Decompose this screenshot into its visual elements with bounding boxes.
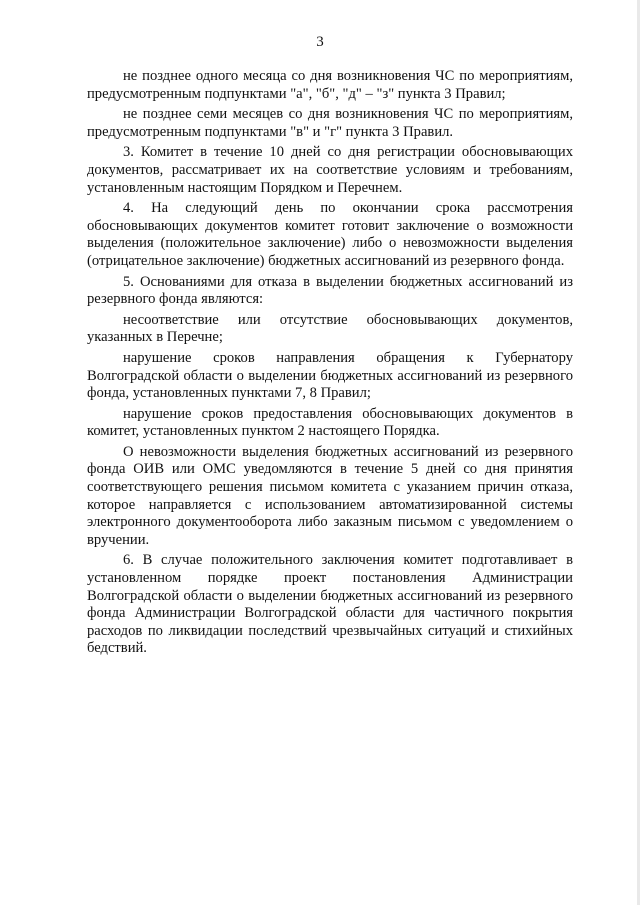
- paragraph-refusal-reason-documents: несоответствие или отсутствие обосновывающих документов, указанных в Перечне;: [87, 311, 573, 346]
- paragraph-deadline-seven-months: не позднее семи месяцев со дня возникновения ЧС по мероприятиям, предусмотренным подпунктами "в" и "г" пункта 3 Правил.: [87, 106, 573, 140]
- document-body: [87, 68, 573, 658]
- paragraph-refusal-notification: О невозможности выделения бюджетных ассигнований из резервного фонда ОИВ или ОМС уведомляются в течение 5 дней со дня принятия соответствующего решения письмом комитета с указанием причин отказа, которое направляется с использованием автоматизированной системы электронного документооборота либо заказным письмом с уведомлением о вручении.: [87, 443, 573, 548]
- page-number: 3: [316, 34, 324, 50]
- paragraph-item-3: 3. Комитет в течение 10 дней со дня регистрации обосновывающих документов, рассматривает их на соответствие условиям и требованиям, установленным настоящим Порядком и Перечнем.: [87, 144, 573, 196]
- paragraph-refusal-reason-documents-deadline: нарушение сроков предоставления обосновывающих документов в комитет, установленных пунктом 2 настоящего Порядка.: [87, 405, 573, 440]
- paragraph-refusal-reason-request-deadline: нарушение сроков направления обращения к Губернатору Волгоградской области о выделении бюджетных ассигнований из резервного фонда, установленных пунктами 7, 8 Правил;: [87, 349, 573, 402]
- paragraph-item-6: 6. В случае положительного заключения комитет подготавливает в установленном порядке проект постановления Администрации Волгоградской области о выделении бюджетных ассигнований из резервного фонда Администрации Волгоградской области для частичного покрытия расходов по ликвидации последствий чрезвычайных ситуаций и стихийных бедствий.: [87, 552, 573, 657]
- paragraph-item-5: 5. Основаниями для отказа в выделении бюджетных ассигнований из резервного фонда являются:: [87, 273, 573, 308]
- paragraph-item-4: 4. На следующий день по окончании срока рассмотрения обосновывающих документов комитет готовит заключение о возможности выделения (положительное заключение) либо о невозможности выделения (отрицательное заключение) бюджетных ассигнований из резервного фонда.: [87, 200, 573, 269]
- paragraph-deadline-one-month: не позднее одного месяца со дня возникновения ЧС по мероприятиям, предусмотренным подпунктами "а", "б", "д" – "з" пункта 3 Правил;: [87, 68, 573, 102]
